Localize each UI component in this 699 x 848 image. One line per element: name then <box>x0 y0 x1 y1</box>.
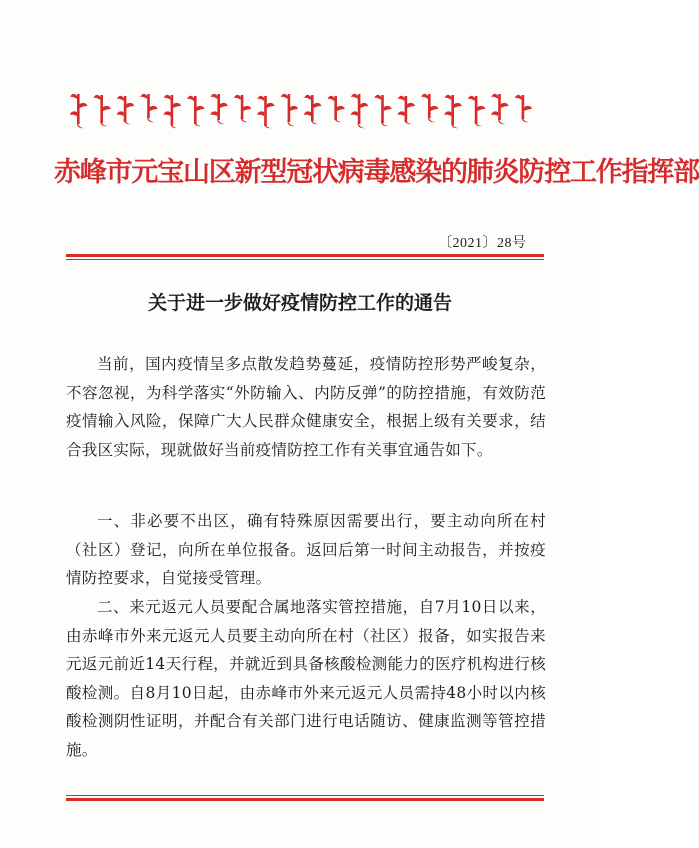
red-divider-top-thick <box>66 254 544 257</box>
red-divider-top-thin <box>66 259 544 260</box>
document-number: 〔2021〕28号 <box>438 236 527 251</box>
paragraph-item-1: 一、非必要不出区，确有特殊原因需要出行，要主动向所在村（社区）登记，向所在单位报备。返回后第一时间主动报告，并按疫情防控要求，自觉接受管理。 <box>66 512 546 587</box>
paragraph-intro: 当前，国内疫情呈多点散发趋势蔓延，疫情防控形势严峻复杂，不容忽视，为科学落实“外防输入、内防反弹”的防控措施，有效防范疫情输入风险，保障广大人民群众健康安全，根据上级有关要求，结合我区实际，现就做好当前疫情防控工作有关事宜通告如下。 <box>66 355 546 459</box>
red-divider-bottom-thin <box>66 795 544 796</box>
mongolian-script-header <box>66 88 536 134</box>
issuing-authority-title: 赤峰市元宝山区新型冠状病毒感染的肺炎防控工作指挥部 <box>54 157 699 188</box>
red-divider-bottom-thick <box>66 798 544 801</box>
paragraph-item-2: 二、来元返元人员要配合属地落实管控措施，自7月10日以来，由赤峰市外来元返元人员要主动向所在村（社区）报备，如实报告来元返元前近14天行程，并就近到具备核酸检测能力的医疗机构进行核酸检测。自8月10日起，由赤峰市外来元返元人员需持48小时以内核酸检测阴性证明，并配合有关部门进行电话随访、健康监测等管控措施。 <box>66 598 546 759</box>
notice-title: 关于进一步做好疫情防控工作的通告 <box>147 292 452 314</box>
